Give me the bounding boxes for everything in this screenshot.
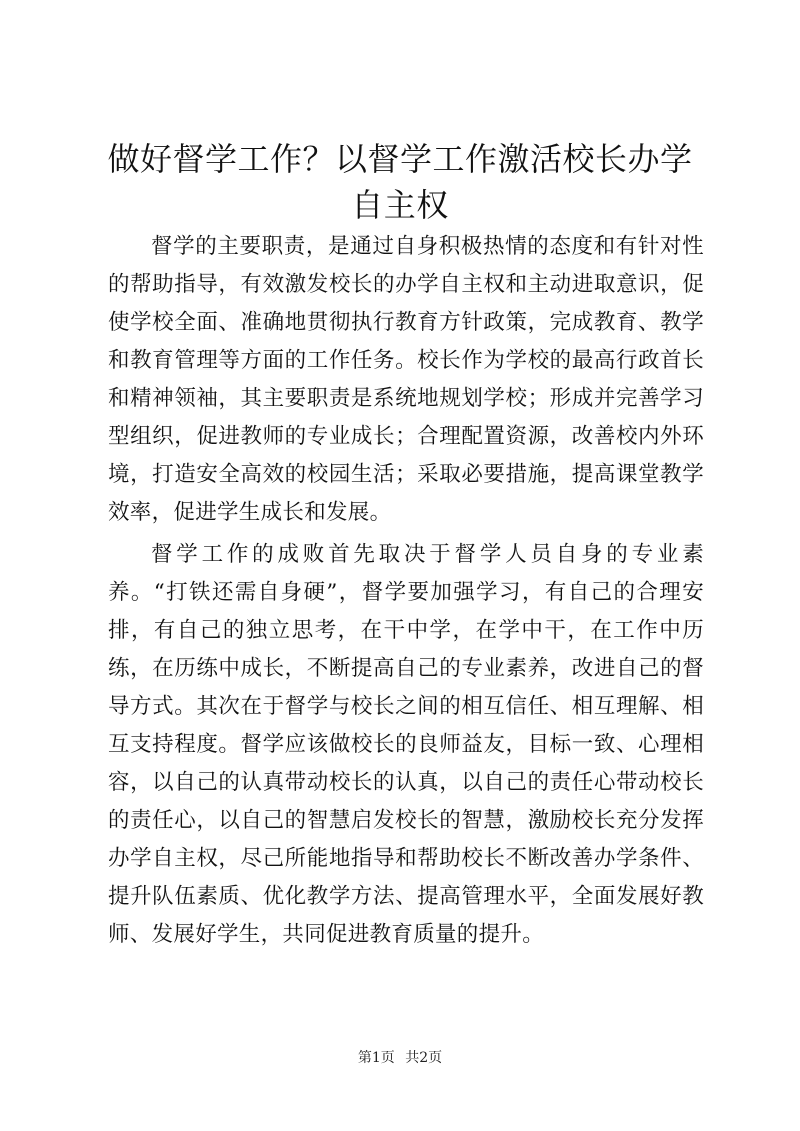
page-number: 第1页 [357,1050,395,1066]
paragraph-1: 督学的主要职责，是通过自身积极热情的态度和有针对性的帮助指导，有效激发校长的办学自主权和主动进取意识，促使学校全面、准确地贯彻执行教育方针政策，完成教育、教学和教育管理等方面的工作任务。校长作为学校的最高行政首长和精神领袖，其主要职责是系统地规划学校；形成并完善学习型组织，促进教师的专业成长；合理配置资源，改善校内外环境，打造安全高效的校园生活；采取必要措施，提高课堂教学效率，促进学生成长和发展。 [108,234,704,525]
document-body [108,228,704,958]
page-footer [0,1049,800,1067]
page-total: 共2页 [405,1050,443,1066]
paragraph-2: 督学工作的成败首先取决于督学人员自身的专业素养。“打铁还需自身硬”，督学要加强学习，有自己的合理安排，有自己的独立思考，在干中学，在学中干，在工作中历练，在历练中成长，不断提高自己的专业素养，改进自己的督导方式。其次在于督学与校长之间的相互信任、相互理解、相互支持程度。督学应该做校长的良师益友，目标一致、心理相容，以自己的认真带动校长的认真，以自己的责任心带动校长的责任心，以自己的智慧启发校长的智慧，激励校长充分发挥办学自主权，尽己所能地指导和帮助校长不断改善办学条件、提升队伍素质、优化教学方法、提高管理水平，全面发展好教师、发展好学生，共同促进教育质量的提升。 [108,542,704,947]
document-title: 做好督学工作？以督学工作激活校长办学自主权 [107,140,693,224]
